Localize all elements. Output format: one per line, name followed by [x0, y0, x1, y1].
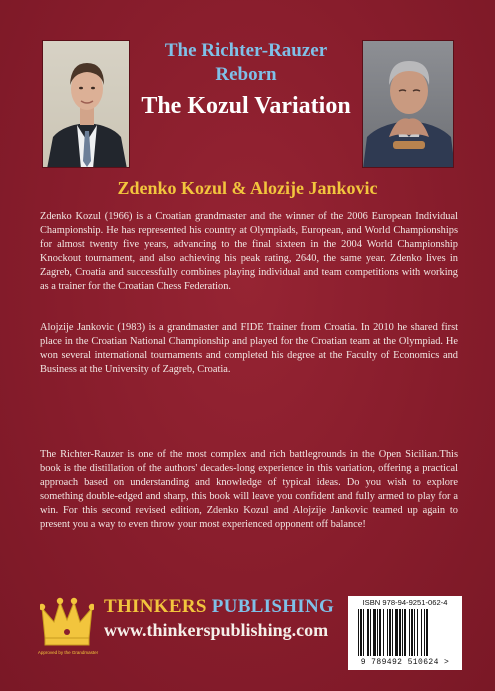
publisher-name-part2: PUBLISHING [206, 596, 335, 617]
publisher-website: www.thinkerspublishing.com [104, 620, 329, 640]
crown-icon [40, 594, 94, 650]
author-photo-jankovic-image [363, 41, 454, 168]
publisher-name [104, 596, 334, 618]
authors: Zdenko Kozul & Alozije Jankovic [117, 178, 378, 198]
title-line-1: The Richter-Rauzer [164, 40, 328, 61]
author-photo-jankovic [362, 40, 454, 168]
author-photo-kozul [42, 40, 130, 168]
publisher-name-part1: THINKERS [104, 596, 207, 617]
bio-jankovic: Alojzije Jankovic (1983) is a grandmaster and FIDE Trainer from Croatia. In 2010 he shared first place in the Croatian National Championship and played for the Croatian team at the Olympiad. He won several international tournaments and completed his degree at the Faculty of Economics and Business at the University of Zagreb, Croatia. [40, 322, 458, 376]
isbn-text: ISBN 978-94-9251-062-4 [362, 598, 448, 607]
crown-caption: Approved by the Grandmaster [37, 650, 99, 655]
bio-kozul: Zdenko Kozul (1966) is a Croatian grandmaster and the winner of the 2006 European Individual Championship. He has represented his country at Olympiads, European, and World Championships for almost twenty five years, advancing to the final sixteen in the 2004 World Championship Knockout tournament, and also achieving his peak rating, 2640, the same year. Zdenko lives in Zagreb, Croatia and successfully combines playing individual and team competitions with working as a trainer for the Croatian Chess Federation. [40, 211, 458, 293]
barcode-digits: 9 789492 510624 > [360, 658, 450, 667]
book-description: The Richter-Rauzer is one of the most complex and rich battlegrounds in the Open Sicilian.This book is the distillation of the authors' decades-long experience in this variation, offering a practical approach based on understanding and knowledge of typical ideas. Do you wish to explore something double-edged and sharp, this book will leave you confident and fully armed to play for a win. For this second revised edition, Zdenko Kozul and Alojzije Jankovic teamed up again to present you a way to even throw your most experienced opponent off balance! [40, 449, 458, 531]
subtitle: The Kozul Variation [141, 93, 351, 119]
author-photo-kozul-image [43, 41, 130, 168]
barcode-box [348, 596, 462, 670]
title-line-2: Reborn [215, 64, 277, 85]
